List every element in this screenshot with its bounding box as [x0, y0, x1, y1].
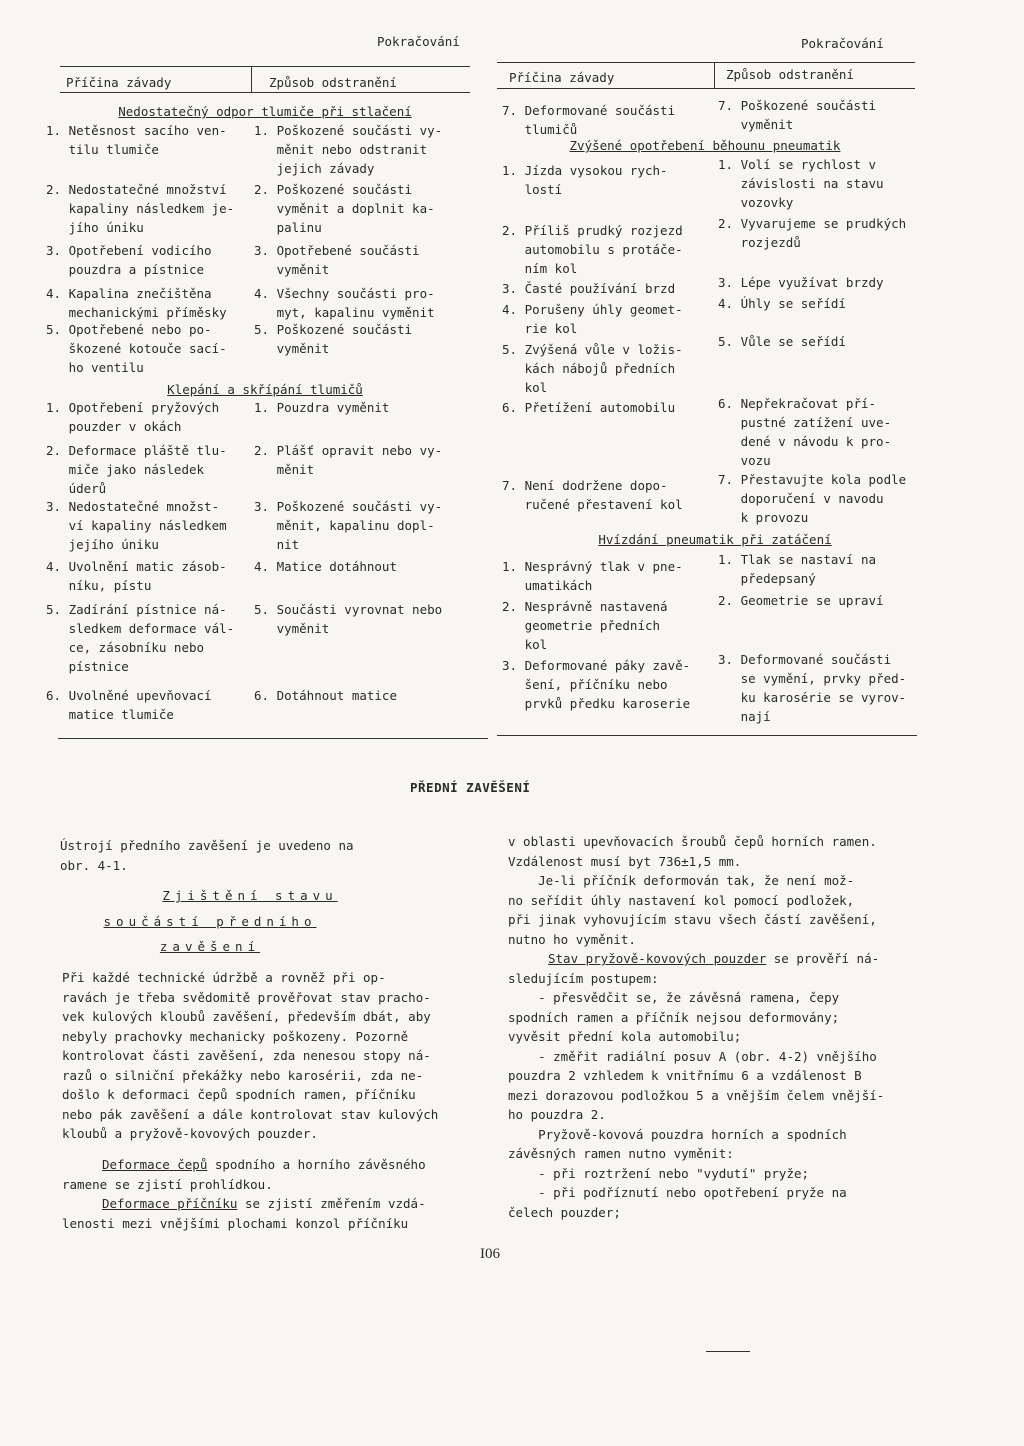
right-cause-3: 3. Časté používání brzd	[502, 281, 676, 296]
left-fix-2: 2. Poškozené součásti vyměnit a doplnit ka- palinu	[254, 182, 435, 235]
left-cause-2: 2. Nedostatečné množství kapaliny následkem je- jího úniku	[46, 182, 235, 235]
left-table-header-rule	[60, 92, 470, 93]
left-cause-4: 4. Kapalina znečištěna mechanickými příměsky	[46, 286, 227, 320]
right-fix-1: 1. Volí se rychlost v závislosti na stavu vozovky	[718, 157, 884, 210]
left-fix-6: 1. Pouzdra vyměnit	[254, 400, 390, 415]
right-cause-4: 4. Porušeny úhly geomet- rie kol	[502, 302, 683, 336]
right-col2-header: Způsob odstranění	[726, 67, 854, 82]
right-fix-5: 5. Vůle se seřídí	[718, 334, 846, 349]
subheading-line-2: součástí předního	[103, 914, 317, 929]
left-cause-6: 1. Opotřebení pryžových pouzder v okách	[46, 400, 220, 434]
left-section-title-2: Klepání a skřípání tlumičů	[167, 382, 363, 397]
right-table-divider	[714, 62, 715, 88]
deformace-pricniku-label: Deformace příčníku	[102, 1196, 238, 1211]
bottom-dash	[706, 1351, 750, 1352]
page-number: I06	[480, 1246, 500, 1262]
right-table-header-rule	[497, 88, 915, 89]
right-section-title-1: Zvýšené opotřebení běhounu pneumatik	[569, 138, 841, 153]
left-cause-10: 5. Zadírání pístnice ná- sledkem deformace vál- ce, zásobníku nebo pístnice	[46, 602, 235, 674]
left-fix-11: 6. Dotáhnout matice	[254, 688, 397, 703]
left-fix-4: 4. Všechny součásti pro- myt, kapalinu vyměnit	[254, 286, 435, 320]
left-cause-3: 3. Opotřebení vodicího pouzdra a pístnice	[46, 243, 212, 277]
right-cause-9: 2. Nesprávně nastavená geometrie předních kol	[502, 599, 668, 652]
left-col2-header: Způsob odstranění	[269, 75, 397, 90]
left-paragraph-2-text: spodního a horního závěsného ramene se zjistí prohlídkou.	[62, 1157, 426, 1192]
right-continued-label: Pokračování	[801, 36, 884, 51]
left-table-bottom-rule	[58, 738, 488, 739]
left-col1-header: Příčina závady	[66, 75, 172, 90]
right-fix-7: 7. Přestavujte kola podle doporučení v navodu k provozu	[718, 472, 907, 525]
left-paragraph-1: Při každé technické údržbě a rovněž při op- ravách je třeba svědomitě prověřovat stav pracho- vek kulových kloubů zavěšení, především dbát, aby nebyly prachovky mechanicky poškozeny. Pozorně kontrolovat části zavěšení, zda nenesou stopy ná- razů o silniční překážky nebo karosérii, zda ne- došlo k deformaci čepů spodních ramen, příčníku nebo pák zavěšení a dále kontrolovat stav kulových kloubů a pryžově-kovových pouzder.	[62, 970, 439, 1141]
right-cause-5: 5. Zvýšená vůle v ložis- kách nábojů předních kol	[502, 342, 683, 395]
right-cause-10: 3. Deformované páky zavě- šení, příčníku nebo prvků předku karoserie	[502, 658, 691, 711]
right-cause-lead: 7. Deformované součásti tlumičů	[502, 103, 676, 137]
left-cause-11: 6. Uvolněné upevňovací matice tlumiče	[46, 688, 212, 722]
right-fix-9: 2. Geometrie se upraví	[718, 593, 884, 608]
right-paragraph-1: v oblasti upevňovacích šroubů čepů horních ramen. Vzdálenost musí byt 736±1,5 mm. Je-li příčník deformován tak, že není mož- no seřídit úhly nastavení kol pomocí podložek, při jinak vyhovujícím stavu všech částí zavěšení, nutno ho vyměnit.	[508, 834, 877, 947]
left-continued-label: Pokračování	[377, 34, 460, 49]
left-fix-8: 3. Poškozené součásti vy- měnit, kapalinu dopl- nit	[254, 499, 443, 552]
section-title: PŘEDNÍ ZAVĚŠENÍ	[410, 780, 531, 795]
right-cause-2: 2. Příliš prudký rozjezd automobilu s protáče- ním kol	[502, 223, 683, 276]
intro-paragraph: Ústrojí předního zavěšení je uvedeno na obr. 4-1.	[60, 838, 354, 873]
right-paragraph-2	[508, 949, 884, 1222]
left-fix-3: 3. Opotřebené součásti vyměnit	[254, 243, 420, 277]
left-cause-5: 5. Opotřebené nebo po- škozené kotouče sací- ho ventilu	[46, 322, 227, 375]
stav-pouzder-label: Stav pryžově-kovových pouzder	[548, 951, 767, 966]
right-section-title-2: Hvízdání pneumatik při zatáčení	[598, 532, 832, 547]
left-fix-10: 5. Součásti vyrovnat nebo vyměnit	[254, 602, 443, 636]
right-cause-7: 7. Není dodržene dopo- ručené přestavení kol	[502, 478, 683, 512]
subheading-line-3: zavěšení	[159, 939, 261, 954]
right-fix-2: 2. Vyvarujeme se prudkých rozjezdů	[718, 216, 907, 250]
right-fix-4: 4. Úhly se seřídí	[718, 296, 846, 311]
right-paragraph-2-text: se prověří ná- sledujícím postupem: - přesvědčit se, že závěsná ramena, čepy spodních ramen a příčník nejsou deformovány; vyvěsit přední kola automobilu; - změřit radiální posuv A (obr. 4-2) vnějšího pouzdra 2 vzhledem k vnitřnímu 6 a vzdálenost B mezi dorazovou podložkou 5 a vnějším čelem vnější- ho pouzdra 2. Pryžově-kovová pouzdra horních a spodních závěsných ramen nutno vyměnit: - při roztržení nebo "vydutí" pryže; - při podříznutí nebo opotřebení pryže na čelech pouzder;	[508, 951, 885, 1220]
left-paragraph-3	[62, 1194, 426, 1233]
left-table-top-rule	[60, 66, 470, 67]
right-fix-3: 3. Lépe využívat brzdy	[718, 275, 884, 290]
left-cause-9: 4. Uvolnění matic zásob- níku, pístu	[46, 559, 227, 593]
right-fix-lead: 7. Poškozené součásti vyměnit	[718, 98, 877, 132]
right-cause-8: 1. Nesprávný tlak v pne- umatikách	[502, 559, 683, 593]
deformace-cepu-label: Deformace čepů	[102, 1157, 208, 1172]
left-fix-9: 4. Matice dotáhnout	[254, 559, 397, 574]
left-table-divider	[251, 66, 252, 92]
right-cause-6: 6. Přetížení automobilu	[502, 400, 676, 415]
left-fix-5: 5. Poškozené součásti vyměnit	[254, 322, 413, 356]
right-col1-header: Příčina závady	[509, 70, 615, 85]
right-fix-10: 3. Deformované součásti se vymění, prvky před- ku karosérie se vyrov- nají	[718, 652, 907, 724]
right-fix-8: 1. Tlak se nastaví na předepsaný	[718, 552, 877, 586]
left-cause-7: 2. Deformace pláště tlu- miče jako následek úderů	[46, 443, 227, 496]
left-fix-7: 2. Plášť opravit nebo vy- měnit	[254, 443, 443, 477]
right-table-bottom-rule	[497, 735, 917, 736]
left-paragraph-2	[62, 1155, 426, 1194]
left-fix-1: 1. Poškozené součásti vy- měnit nebo odstranit jejich závady	[254, 123, 443, 176]
subheading-line-1: Zjištění stavu	[162, 888, 338, 903]
left-section-title-1: Nedostatečný odpor tlumiče při stlačení	[118, 104, 412, 119]
left-cause-8: 3. Nedostatečné množst- ví kapaliny následkem jejího úniku	[46, 499, 227, 552]
right-fix-6: 6. Nepřekračovat pří- pustné zatížení uve- dené v návodu k pro- vozu	[718, 396, 892, 468]
left-paragraph-3-text: se zjistí změřením vzdá- lenosti mezi vnějšími plochami konzol příčníku	[62, 1196, 426, 1231]
left-cause-1: 1. Netěsnost sacího ven- tilu tlumiče	[46, 123, 227, 157]
right-cause-1: 1. Jízda vysokou rych- lostí	[502, 163, 668, 197]
right-table-top-rule	[497, 62, 915, 63]
